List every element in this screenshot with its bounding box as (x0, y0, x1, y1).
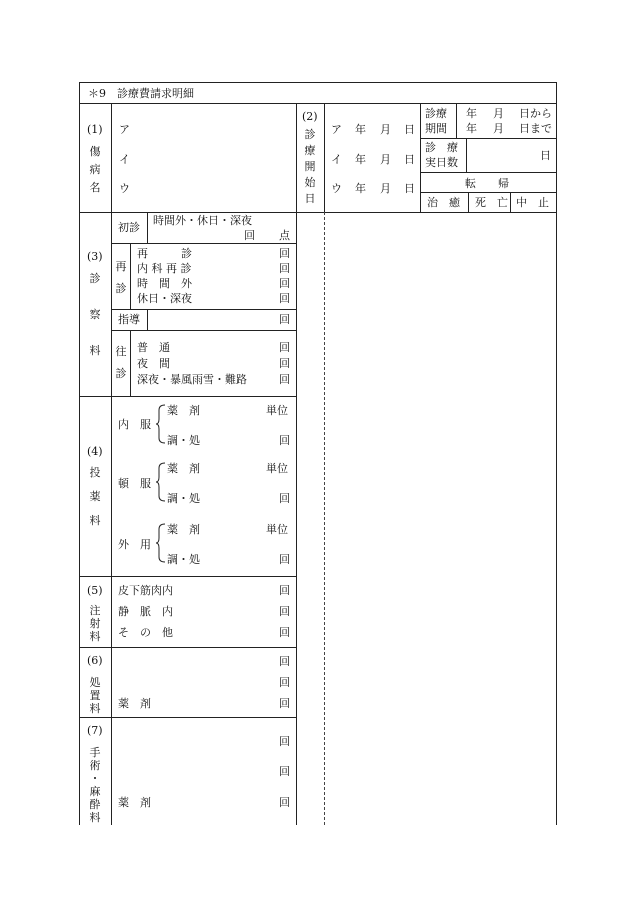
injury-item-a: ア (119, 123, 130, 136)
period-to-month: 月 (493, 122, 504, 135)
injury-number: (1) (87, 123, 103, 136)
injury-item-i: イ (119, 153, 130, 166)
row-unit: 回 (279, 584, 290, 597)
med-prep-unit: 回 (279, 434, 290, 447)
procedure-number: (6) (87, 654, 103, 667)
row-text: 再 診 (137, 247, 192, 260)
detail-dashed-divider (324, 212, 325, 825)
row-text: 内 科 再 診 (137, 262, 192, 275)
med-drug-unit: 単位 (266, 462, 288, 475)
brace-icon (155, 404, 167, 444)
outcome-cure: 治 癒 (427, 196, 460, 209)
row-text: 休日・深夜 (137, 292, 192, 305)
day-label: 日 (404, 182, 415, 195)
row-unit: 回 (279, 262, 290, 275)
month-label: 月 (380, 153, 391, 166)
procedure-drug: 薬 剤 (118, 697, 151, 710)
period-divider (420, 138, 557, 139)
saishin-bottom (111, 309, 297, 310)
procedure-unit: 回 (279, 655, 290, 668)
procedure-unit: 回 (279, 697, 290, 710)
injection-number: (5) (87, 584, 103, 597)
shoshin-bottom (111, 243, 297, 244)
days-label-2: 実日数 (425, 156, 458, 169)
period-from-month: 月 (493, 107, 504, 120)
start-label: 診 療 開 始 日 (304, 128, 316, 205)
med-drug: 薬 剤 (167, 462, 200, 475)
saishin-label: 再 診 (115, 260, 127, 295)
surgery-unit: 回 (279, 765, 290, 778)
start-letter: イ (331, 153, 342, 166)
row-text: 深夜・暴風雨雪・難路 (137, 373, 247, 386)
shoshin-desc: 時間外・休日・深夜 (153, 214, 252, 227)
row-text: 皮下筋肉内 (118, 584, 173, 597)
outcome-cell-divider-1 (468, 192, 469, 212)
days-label-divider (466, 138, 467, 172)
outcome-divider (420, 192, 557, 193)
days-unit: 日 (540, 149, 551, 162)
med-group-name: 頓 服 (118, 477, 151, 490)
row-text: 時 間 外 (137, 277, 192, 290)
row-unit: 回 (279, 247, 290, 260)
surgery-label: 手 術 ・ 麻 酔 料 (89, 746, 101, 824)
medication-section-bottom (79, 576, 297, 577)
surgery-drug: 薬 剤 (118, 796, 151, 809)
days-label-1: 診 療 (425, 141, 458, 154)
shido-bottom (111, 330, 297, 331)
header-divider (79, 212, 557, 213)
saishin-divider (130, 243, 131, 309)
injury-start-divider (296, 103, 297, 212)
med-drug: 薬 剤 (167, 523, 200, 536)
exam-number: (3) (87, 250, 103, 263)
shido-unit: 回 (279, 313, 290, 326)
start-letter: ア (331, 123, 342, 136)
row-unit: 回 (279, 277, 290, 290)
period-label-divider (456, 103, 457, 138)
day-label: 日 (404, 153, 415, 166)
start-label-divider (324, 103, 325, 212)
row-unit: 回 (279, 626, 290, 639)
med-group-name: 内 服 (118, 418, 151, 431)
shoshin-ten: 点 (279, 229, 290, 242)
row-unit: 回 (279, 373, 290, 386)
shoshin-kai: 回 (244, 229, 255, 242)
brace-icon (155, 523, 167, 563)
row-unit: 回 (279, 341, 290, 354)
start-number: (2) (302, 110, 318, 123)
frame-left (79, 82, 80, 825)
period-from-day: 日から (519, 107, 552, 120)
shoshin-divider (147, 212, 148, 243)
medication-label: 投 薬 料 (89, 466, 101, 527)
outcome-header: 転 帰 (465, 177, 509, 190)
procedure-section-bottom (79, 717, 297, 718)
row-text: 普 通 (137, 341, 170, 354)
outcome-death: 死 亡 (475, 196, 508, 209)
med-prep: 調・処 (167, 434, 200, 447)
med-drug-unit: 単位 (266, 404, 288, 417)
medication-number: (4) (87, 445, 103, 458)
injury-item-u: ウ (119, 182, 130, 195)
period-to-year: 年 (466, 122, 477, 135)
med-group-name: 外 用 (118, 538, 151, 551)
med-drug: 薬 剤 (167, 404, 200, 417)
frame-top (79, 82, 557, 83)
med-prep-unit: 回 (279, 553, 290, 566)
row-text: 静 脈 内 (118, 605, 173, 618)
month-label: 月 (380, 123, 391, 136)
med-prep-unit: 回 (279, 492, 290, 505)
frame-right (556, 82, 557, 825)
day-label: 日 (404, 123, 415, 136)
shido-divider (147, 309, 148, 330)
form-title: ＊9 診療費請求明細 (88, 87, 194, 100)
injury-label: 傷 病 名 (89, 145, 101, 194)
procedure-unit: 回 (279, 676, 290, 689)
shoshin-label: 初診 (118, 221, 140, 234)
surgery-unit: 回 (279, 796, 290, 809)
start-period-divider (420, 103, 421, 212)
row-unit: 回 (279, 357, 290, 370)
start-letter: ウ (331, 182, 342, 195)
month-label: 月 (380, 182, 391, 195)
surgery-unit: 回 (279, 735, 290, 748)
row-unit: 回 (279, 605, 290, 618)
injection-section-bottom (79, 647, 297, 648)
year-label: 年 (355, 123, 366, 136)
row-text: 夜 間 (137, 357, 170, 370)
shido-label: 指導 (118, 313, 140, 326)
year-label: 年 (355, 182, 366, 195)
exam-label: 診 察 料 (89, 272, 101, 357)
outcome-stop: 中 止 (516, 196, 549, 209)
year-label: 年 (355, 153, 366, 166)
period-to-day: 日まで (519, 122, 552, 135)
period-from-year: 年 (466, 107, 477, 120)
detail-column-divider (296, 212, 297, 825)
period-label-1: 診療 (425, 107, 447, 120)
surgery-number: (7) (87, 724, 103, 737)
med-prep: 調・処 (167, 553, 200, 566)
row-text: そ の 他 (118, 626, 173, 639)
injection-label: 注 射 料 (89, 604, 101, 643)
exam-section-bottom (79, 396, 297, 397)
oshin-divider (130, 330, 131, 396)
med-prep: 調・処 (167, 492, 200, 505)
title-divider (79, 103, 557, 104)
procedure-label: 処 置 料 (89, 676, 101, 715)
brace-icon (155, 462, 167, 502)
period-label-2: 期間 (425, 122, 447, 135)
row-unit: 回 (279, 292, 290, 305)
outcome-cell-divider-2 (510, 192, 511, 212)
med-drug-unit: 単位 (266, 523, 288, 536)
days-divider (420, 172, 557, 173)
oshin-label: 往 診 (115, 345, 127, 380)
